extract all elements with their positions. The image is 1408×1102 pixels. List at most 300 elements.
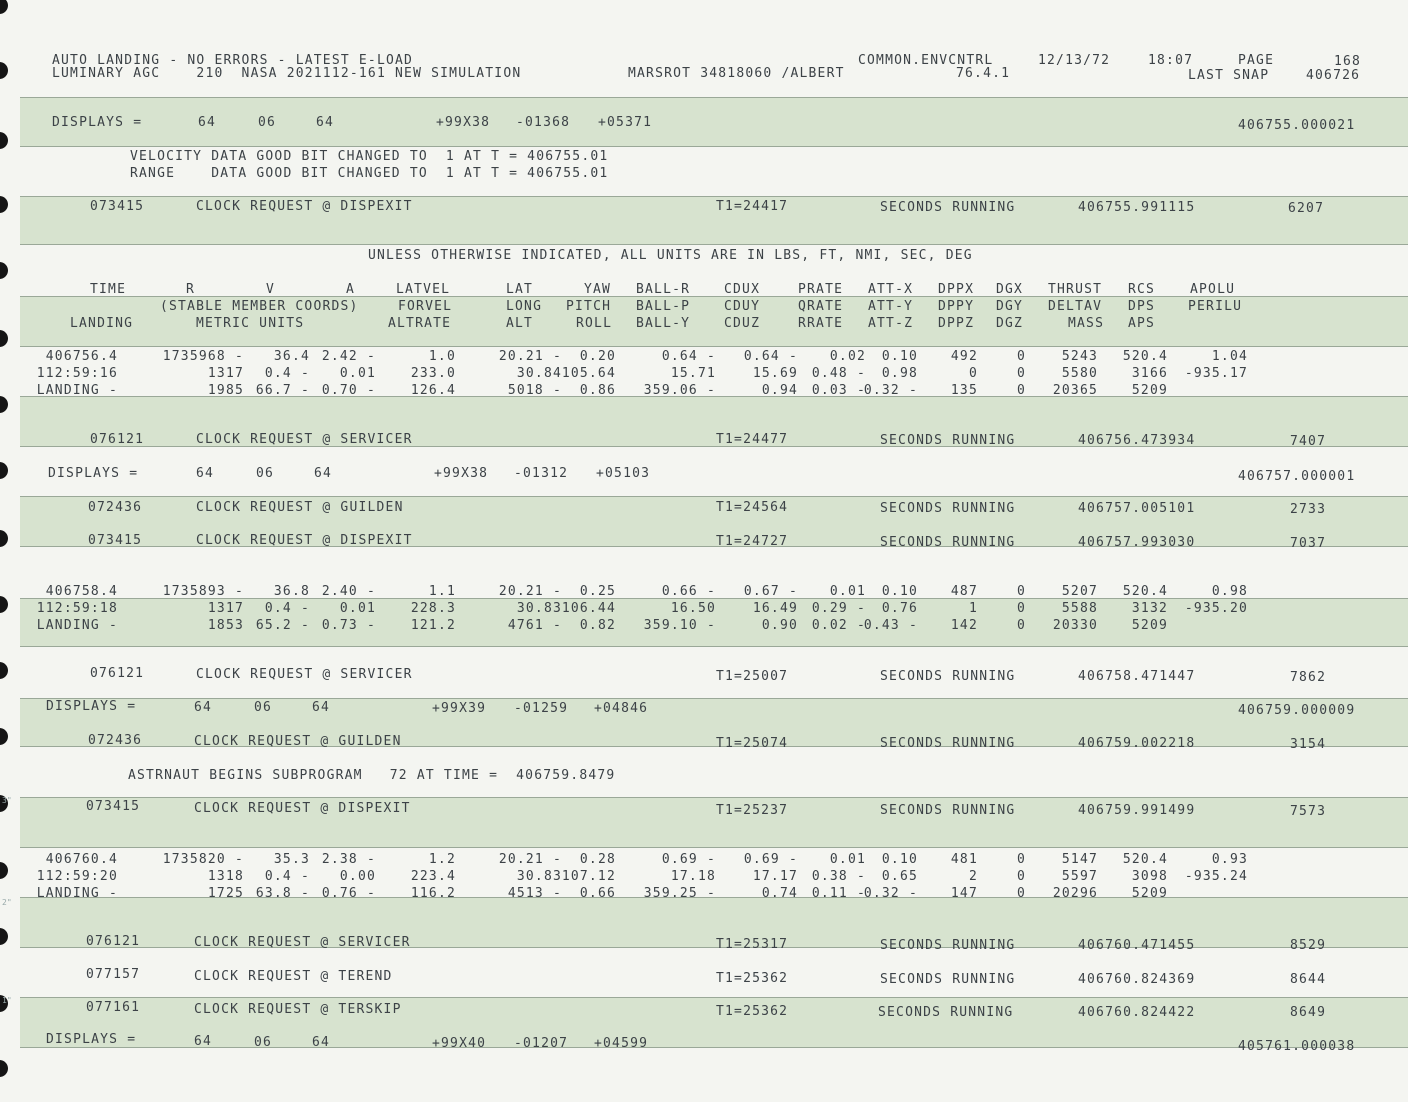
display-value: +04599 (594, 1036, 649, 1051)
table-cell: 1.0 (428, 349, 456, 364)
clock-address: 073415 (88, 533, 143, 548)
table-cell: 0 (1016, 366, 1026, 381)
display-value: 06 (256, 466, 275, 481)
table-cell: 30.84 (516, 366, 562, 381)
table-cell: 1317 (207, 366, 244, 381)
table-cell: 36.8 (273, 584, 310, 599)
display-value: 06 (254, 700, 273, 715)
table-cell: -935.20 (1184, 601, 1248, 616)
binder-hole (0, 862, 8, 879)
column-header: METRIC UNITS (196, 316, 305, 331)
rule-line (20, 196, 1408, 197)
table-cell: 121.2 (410, 618, 456, 633)
table-cell: 0.01 (339, 601, 376, 616)
display-value: 64 (194, 700, 213, 715)
clock-t1: T1=25362 (716, 971, 789, 986)
clock-message: CLOCK REQUEST @ GUILDEN (194, 734, 402, 749)
table-cell: 1.04 (1211, 349, 1248, 364)
clock-status: SECONDS RUNNING (880, 669, 1016, 684)
column-header: RCS (1128, 282, 1156, 297)
column-header: DPPX (938, 282, 975, 297)
table-cell: 5209 (1131, 383, 1168, 398)
table-cell: 5580 (1061, 366, 1098, 381)
display-value: +99X40 (432, 1036, 487, 1051)
clock-message: CLOCK REQUEST @ GUILDEN (196, 500, 404, 515)
table-cell: 0.82 (579, 618, 616, 633)
clock-message: CLOCK REQUEST @ DISPEXIT (196, 199, 413, 214)
table-cell: 0.4 - (264, 869, 310, 884)
table-cell: 0 (1016, 584, 1026, 599)
margin-mark: 3" (2, 796, 12, 805)
table-cell: 1.2 (428, 852, 456, 867)
table-cell: 0.01 (829, 852, 866, 867)
table-cell: 520.4 (1122, 584, 1168, 599)
column-header: ROLL (576, 316, 613, 331)
clock-count: 7573 (1290, 804, 1327, 819)
clock-count: 3154 (1290, 737, 1327, 752)
table-cell: 0.93 (1211, 852, 1248, 867)
clock-address: 077157 (86, 967, 141, 982)
table-cell: 492 (950, 349, 978, 364)
rule-line (20, 346, 1408, 347)
table-cell: 0 (1016, 886, 1026, 901)
display-value: -01368 (516, 115, 571, 130)
clock-time: 406759.002218 (1078, 736, 1196, 751)
clock-message: CLOCK REQUEST @ SERVICER (196, 667, 413, 682)
clock-time: 406760.824422 (1078, 1005, 1196, 1020)
clock-message: CLOCK REQUEST @ TERSKIP (194, 1002, 402, 1017)
column-header: PITCH (566, 299, 612, 314)
table-cell: 0.03 - (811, 383, 866, 398)
column-header: A (346, 282, 356, 297)
clock-time: 406755.991115 (1078, 200, 1196, 215)
table-cell: 228.3 (410, 601, 456, 616)
table-cell: 1735820 - (162, 852, 244, 867)
table-cell: 0.28 (579, 852, 616, 867)
table-cell: 3132 (1131, 601, 1168, 616)
clock-address: 077161 (86, 1000, 141, 1015)
display-value: -01312 (514, 466, 569, 481)
header-user: MARSROT 34818060 /ALBERT (628, 66, 845, 81)
display-value: 64 (198, 115, 217, 130)
rule-line (20, 244, 1408, 245)
header-last-snap: 406726 (1306, 68, 1361, 83)
table-cell: 1985 (207, 383, 244, 398)
table-cell: 0.48 - (811, 366, 866, 381)
table-cell: 0.4 - (264, 601, 310, 616)
clock-status: SECONDS RUNNING (878, 1005, 1014, 1020)
table-cell: 0.25 (579, 584, 616, 599)
table-cell: 105.64 (561, 366, 616, 381)
table-cell: 142 (950, 618, 978, 633)
display-value: 06 (258, 115, 277, 130)
table-cell: 5209 (1131, 886, 1168, 901)
table-cell: 1735968 - (162, 349, 244, 364)
table-cell: 15.69 (752, 366, 798, 381)
table-cell: 3166 (1131, 366, 1168, 381)
display-value: 64 (196, 466, 215, 481)
column-header: THRUST (1048, 282, 1103, 297)
binder-hole (0, 530, 8, 547)
table-cell: -935.24 (1184, 869, 1248, 884)
display-value: +05103 (596, 466, 651, 481)
table-cell: 0.76 (881, 601, 918, 616)
display-value: +99X39 (432, 701, 487, 716)
header-time: 18:07 (1148, 53, 1194, 68)
clock-time: 406757.005101 (1078, 501, 1196, 516)
table-cell: 0 (1016, 852, 1026, 867)
rule-line (20, 847, 1408, 848)
clock-status: SECONDS RUNNING (880, 501, 1016, 516)
column-header: LATVEL (396, 282, 451, 297)
table-cell: 223.4 (410, 869, 456, 884)
column-header: CDUX (724, 282, 761, 297)
table-cell: 1853 (207, 618, 244, 633)
table-cell: 0.74 (761, 886, 798, 901)
display-value: 64 (312, 1035, 331, 1050)
column-header: CDUZ (724, 316, 761, 331)
displays-label: DISPLAYS = (52, 115, 143, 130)
table-cell: 0.69 - (661, 852, 716, 867)
table-cell: 5588 (1061, 601, 1098, 616)
binder-hole (0, 1060, 8, 1077)
table-cell: 5207 (1061, 584, 1098, 599)
binder-hole (0, 596, 8, 613)
table-cell: 520.4 (1122, 852, 1168, 867)
table-cell: 5243 (1061, 349, 1098, 364)
column-header: DPS (1128, 299, 1156, 314)
binder-hole (0, 396, 8, 413)
table-cell: 4513 - (507, 886, 562, 901)
clock-status: SECONDS RUNNING (880, 200, 1016, 215)
table-cell: 1318 (207, 869, 244, 884)
table-cell: 135 (950, 383, 978, 398)
clock-t1: T1=25317 (716, 937, 789, 952)
table-cell: 520.4 (1122, 349, 1168, 364)
table-cell: 0.02 (829, 349, 866, 364)
clock-t1: T1=24417 (716, 199, 789, 214)
table-cell: 5018 - (507, 383, 562, 398)
header-last-snap-label: LAST SNAP (1188, 68, 1270, 83)
clock-address: 073415 (90, 199, 145, 214)
table-cell: 359.06 - (643, 383, 716, 398)
column-header: PRATE (798, 282, 844, 297)
column-header: CDUY (724, 299, 761, 314)
note-velocity: VELOCITY DATA GOOD BIT CHANGED TO 1 AT T = 406755.01 (130, 149, 609, 164)
clock-t1: T1=25007 (716, 669, 789, 684)
clock-address: 076121 (86, 934, 141, 949)
clock-t1: T1=24727 (716, 534, 789, 549)
table-cell: 0.32 - (863, 886, 918, 901)
clock-address: 073415 (86, 799, 141, 814)
table-cell: LANDING - (36, 886, 118, 901)
clock-t1: T1=25237 (716, 803, 789, 818)
column-header: TIME (90, 282, 127, 297)
table-cell: 0.64 - (743, 349, 798, 364)
column-header: DGZ (996, 316, 1024, 331)
header-page-label: PAGE (1238, 53, 1275, 68)
table-cell: 1735893 - (162, 584, 244, 599)
column-header: ATT-Z (868, 316, 914, 331)
clock-message: CLOCK REQUEST @ TEREND (194, 969, 393, 984)
table-cell: 63.8 - (255, 886, 310, 901)
table-cell: 17.18 (670, 869, 716, 884)
binder-hole (0, 132, 8, 149)
table-cell: 0.76 - (321, 886, 376, 901)
clock-count: 8644 (1290, 972, 1327, 987)
table-cell: 0.32 - (863, 383, 918, 398)
clock-status: SECONDS RUNNING (880, 972, 1016, 987)
column-header: DPPZ (938, 316, 975, 331)
table-cell: 147 (950, 886, 978, 901)
table-cell: 0.66 - (661, 584, 716, 599)
table-cell: 16.49 (752, 601, 798, 616)
table-cell: 0 (1016, 383, 1026, 398)
table-cell: 126.4 (410, 383, 456, 398)
display-time: 405761.000038 (1238, 1039, 1356, 1054)
table-cell: 406760.4 (45, 852, 118, 867)
note-range: RANGE DATA GOOD BIT CHANGED TO 1 AT T = 406755.01 (130, 166, 609, 181)
table-cell: 112:59:18 (36, 601, 118, 616)
column-header: DGY (996, 299, 1024, 314)
clock-count: 2733 (1290, 502, 1327, 517)
table-cell: 20.21 - (498, 349, 562, 364)
displays-label: DISPLAYS = (46, 699, 137, 714)
table-cell: 0.20 (579, 349, 616, 364)
table-cell: 20.21 - (498, 584, 562, 599)
column-header: BALL-Y (636, 316, 691, 331)
table-cell: 0.67 - (743, 584, 798, 599)
table-cell: 0.43 - (863, 618, 918, 633)
binder-hole (0, 196, 8, 213)
table-cell: 406758.4 (45, 584, 118, 599)
clock-message: CLOCK REQUEST @ DISPEXIT (194, 801, 411, 816)
column-header: LANDING (70, 316, 134, 331)
binder-hole (0, 662, 8, 679)
table-cell: 0.98 (1211, 584, 1248, 599)
table-cell: 0 (1016, 601, 1026, 616)
table-cell: 107.12 (561, 869, 616, 884)
units-note: UNLESS OTHERWISE INDICATED, ALL UNITS ARE IN LBS, FT, NMI, SEC, DEG (368, 248, 973, 263)
clock-t1: T1=24564 (716, 500, 789, 515)
table-cell: 20296 (1052, 886, 1098, 901)
margin-mark: 2" (2, 898, 12, 907)
table-cell: 65.2 - (255, 618, 310, 633)
column-header: (STABLE MEMBER COORDS) (160, 299, 359, 314)
binder-hole (0, 262, 8, 279)
clock-address: 072436 (88, 733, 143, 748)
clock-count: 6207 (1288, 201, 1325, 216)
clock-count: 8529 (1290, 938, 1327, 953)
table-cell: 481 (950, 852, 978, 867)
table-cell: 0.66 (579, 886, 616, 901)
binder-hole (0, 462, 8, 479)
table-cell: LANDING - (36, 618, 118, 633)
rule-line (20, 646, 1408, 647)
displays-label: DISPLAYS = (48, 466, 139, 481)
table-cell: LANDING - (36, 383, 118, 398)
clock-count: 7862 (1290, 670, 1327, 685)
table-cell: 2.42 - (321, 349, 376, 364)
clock-status: SECONDS RUNNING (880, 433, 1016, 448)
display-time: 406759.000009 (1238, 703, 1356, 718)
display-value: 64 (312, 700, 331, 715)
table-cell: 30.83 (516, 869, 562, 884)
binder-hole (0, 330, 8, 347)
column-header: ATT-X (868, 282, 914, 297)
table-cell: 0.10 (881, 349, 918, 364)
display-value: 64 (314, 466, 333, 481)
display-value: +05371 (598, 115, 653, 130)
table-cell: 30.83 (516, 601, 562, 616)
table-cell: 2 (968, 869, 978, 884)
clock-t1: T1=24477 (716, 432, 789, 447)
column-header: BALL-P (636, 299, 691, 314)
table-cell: 116.2 (410, 886, 456, 901)
table-cell: 0.70 - (321, 383, 376, 398)
table-cell: 0.02 - (811, 618, 866, 633)
table-cell: 0.38 - (811, 869, 866, 884)
table-cell: 0.4 - (264, 366, 310, 381)
table-cell: -935.17 (1184, 366, 1248, 381)
table-cell: 0.94 (761, 383, 798, 398)
margin-mark: 1" (2, 996, 12, 1005)
rule-line (20, 146, 1408, 147)
clock-address: 076121 (90, 432, 145, 447)
displays-label: DISPLAYS = (46, 1032, 137, 1047)
clock-count: 7407 (1290, 434, 1327, 449)
clock-time: 406756.473934 (1078, 433, 1196, 448)
table-cell: 0.10 (881, 584, 918, 599)
table-cell: 36.4 (273, 349, 310, 364)
header-subtitle: LUMINARY AGC 210 NASA 2021112-161 NEW SIMULATION (52, 66, 522, 81)
table-cell: 0.64 - (661, 349, 716, 364)
table-cell: 0 (968, 366, 978, 381)
header-date: 12/13/72 (1038, 53, 1111, 68)
table-cell: 0.01 (829, 584, 866, 599)
clock-status: SECONDS RUNNING (880, 938, 1016, 953)
table-cell: 1.1 (428, 584, 456, 599)
table-cell: 2.40 - (321, 584, 376, 599)
clock-t1: T1=25074 (716, 736, 789, 751)
display-value: -01259 (514, 701, 569, 716)
header-title: AUTO LANDING - NO ERRORS - LATEST E-LOAD (52, 53, 414, 68)
table-cell: 17.17 (752, 869, 798, 884)
table-cell: 359.25 - (643, 886, 716, 901)
column-header: ALTRATE (388, 316, 452, 331)
table-cell: 406756.4 (45, 349, 118, 364)
rule-line (20, 97, 1408, 98)
clock-time: 406760.471455 (1078, 938, 1196, 953)
clock-time: 406757.993030 (1078, 535, 1196, 550)
binder-hole (0, 0, 8, 14)
table-cell: 66.7 - (255, 383, 310, 398)
display-time: 406755.000021 (1238, 118, 1356, 133)
table-cell: 20.21 - (498, 852, 562, 867)
rule-line (20, 1047, 1408, 1048)
clock-address: 076121 (90, 666, 145, 681)
table-cell: 5597 (1061, 869, 1098, 884)
display-value: 64 (194, 1034, 213, 1049)
display-value: -01207 (514, 1036, 569, 1051)
clock-count: 8649 (1290, 1005, 1327, 1020)
column-header: LONG (506, 299, 543, 314)
rule-line (20, 797, 1408, 798)
binder-hole (0, 928, 8, 945)
column-header: FORVEL (398, 299, 453, 314)
table-cell: 2.38 - (321, 852, 376, 867)
table-cell: 16.50 (670, 601, 716, 616)
display-value: 64 (316, 115, 335, 130)
note-astronaut: ASTRNAUT BEGINS SUBPROGRAM 72 AT TIME = 406759.8479 (128, 768, 616, 783)
table-cell: 3098 (1131, 869, 1168, 884)
table-cell: 5147 (1061, 852, 1098, 867)
table-cell: 112:59:16 (36, 366, 118, 381)
table-cell: 0.90 (761, 618, 798, 633)
column-header: R (186, 282, 196, 297)
clock-status: SECONDS RUNNING (880, 803, 1016, 818)
column-header: DPPY (938, 299, 975, 314)
table-cell: 1317 (207, 601, 244, 616)
display-time: 406757.000001 (1238, 469, 1356, 484)
table-cell: 35.3 (273, 852, 310, 867)
table-cell: 20330 (1052, 618, 1098, 633)
table-cell: 0.01 (339, 366, 376, 381)
clock-time: 406758.471447 (1078, 669, 1196, 684)
table-cell: 0.10 (881, 852, 918, 867)
column-header: ALT (506, 316, 534, 331)
table-cell: 0.98 (881, 366, 918, 381)
table-cell: 5209 (1131, 618, 1168, 633)
column-header: YAW (584, 282, 612, 297)
clock-address: 072436 (88, 500, 143, 515)
clock-count: 7037 (1290, 536, 1327, 551)
table-cell: 0.86 (579, 383, 616, 398)
header-page-number: 168 (1334, 54, 1362, 69)
clock-t1: T1=25362 (716, 1004, 789, 1019)
table-cell: 487 (950, 584, 978, 599)
clock-message: CLOCK REQUEST @ SERVICER (194, 935, 411, 950)
clock-status: SECONDS RUNNING (880, 736, 1016, 751)
table-cell: 359.10 - (643, 618, 716, 633)
column-header: MASS (1068, 316, 1105, 331)
table-cell: 112:59:20 (36, 869, 118, 884)
table-cell: 233.0 (410, 366, 456, 381)
greenbar-band (20, 97, 1408, 146)
table-cell: 4761 - (507, 618, 562, 633)
table-cell: 1725 (207, 886, 244, 901)
display-value: 06 (254, 1035, 273, 1050)
table-cell: 15.71 (670, 366, 716, 381)
column-header: LAT (506, 282, 534, 297)
table-cell: 0 (1016, 869, 1026, 884)
table-cell: 0.69 - (743, 852, 798, 867)
clock-message: CLOCK REQUEST @ SERVICER (196, 432, 413, 447)
clock-time: 406760.824369 (1078, 972, 1196, 987)
table-cell: 1 (968, 601, 978, 616)
column-header: APOLU (1190, 282, 1236, 297)
column-header: BALL-R (636, 282, 691, 297)
table-cell: 0.73 - (321, 618, 376, 633)
table-cell: 106.44 (561, 601, 616, 616)
table-cell: 0.11 - (811, 886, 866, 901)
column-header: V (266, 282, 276, 297)
column-header: APS (1128, 316, 1156, 331)
header-version: 76.4.1 (956, 66, 1011, 81)
column-header: ATT-Y (868, 299, 914, 314)
column-header: RRATE (798, 316, 844, 331)
rule-line (20, 997, 1408, 998)
